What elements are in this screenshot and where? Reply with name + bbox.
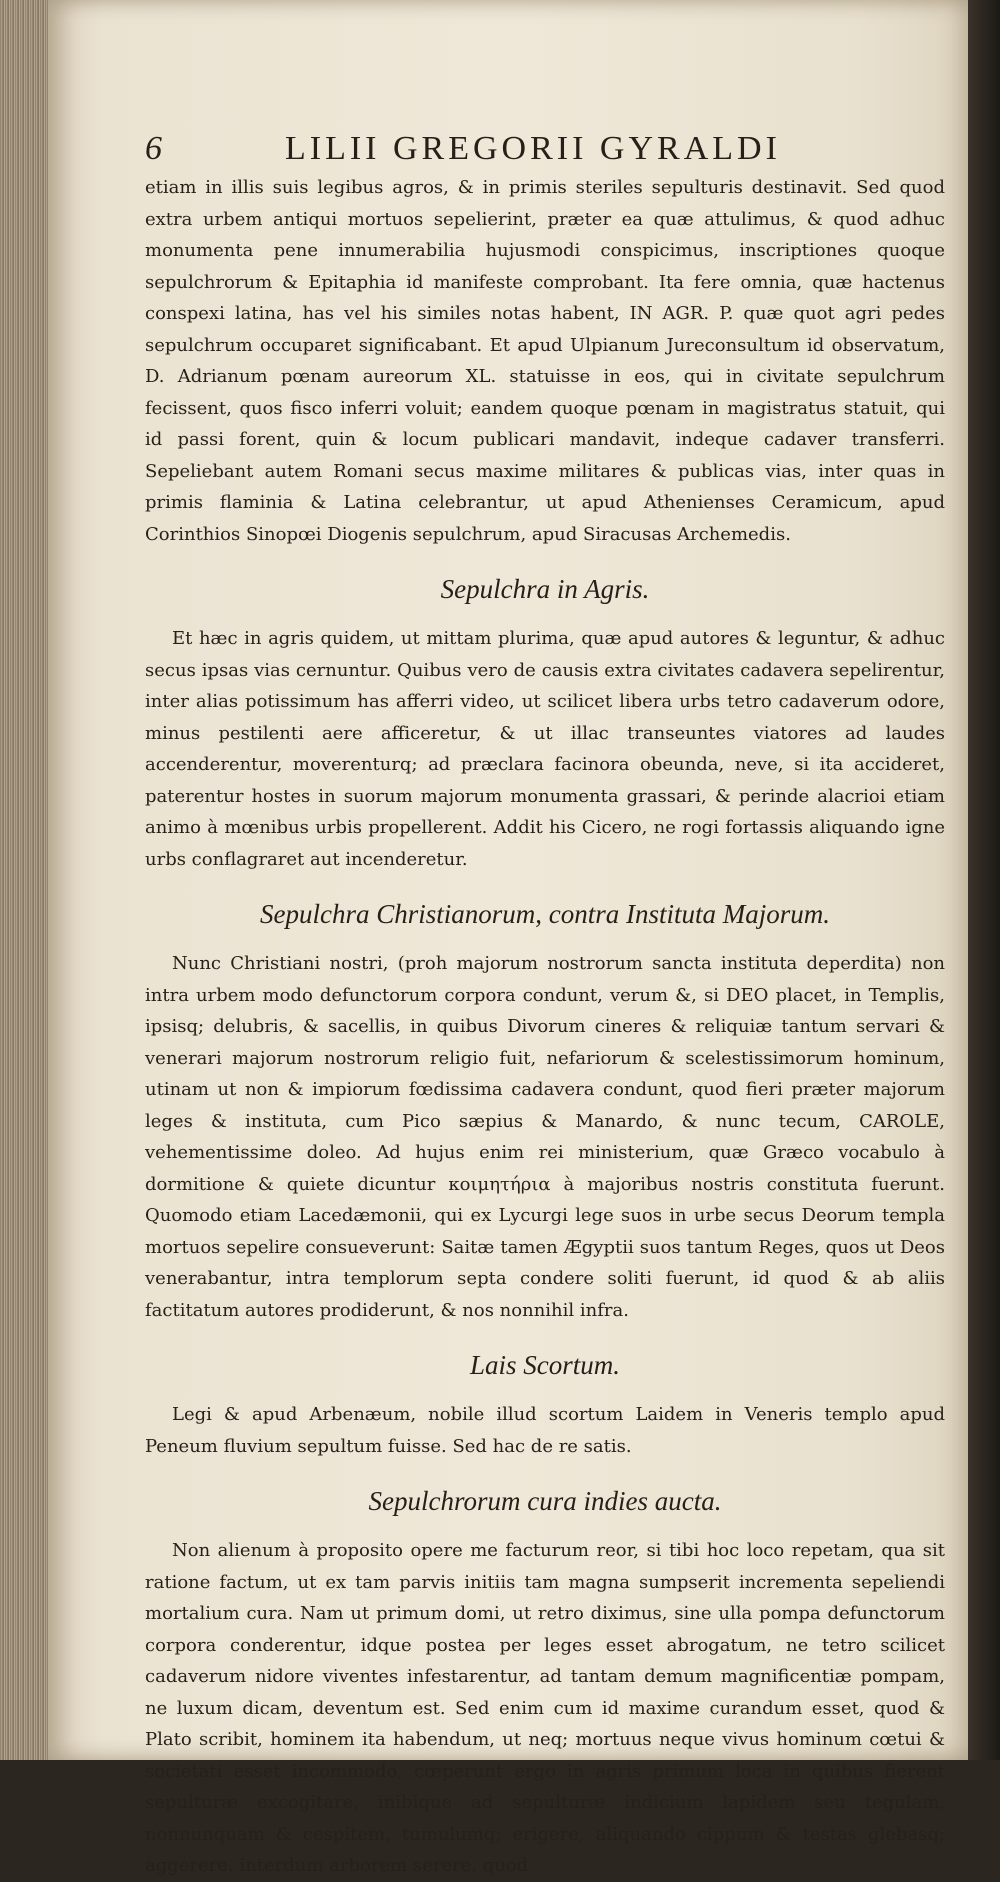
paragraph-intro: etiam in illis suis legibus agros, & in primis steriles sepulturis destinavit. Sed quod extra urbem antiqui mortuos sepelierint, præter ea quæ attulimus, & quod adhuc monumenta pene innumerabilia hujusmodi conspicimus, inscriptiones quoque sepulchrorum & Epitaphia id manifeste comprobant. Ita fere omnia, quæ hactenus conspexi latina, has vel his similes notas habent, IN AGR. P. quæ quot agri pedes sepulchrum occuparet significabant. Et apud Ulpianum Jureconsultum id observatum, D. Adrianum pœnam aureorum XL. statuisse in eos, qui in civitate sepulchrum fecissent, quos fisco inferri voluit; eandem quoque pœnam in magistratus statuit, qui id passi forent, quin & locum publicari mandavit, indeque cadaver transferri. Sepeliebant autem Romani secus maxime militares & publicas vias, inter quas in primis flaminia & Latina celebrantur, ut apud Athenienses Ceramicum, apud Corinthios Sinopœi Diogenis sepulchrum, apud Siracusas Archemedis. [145,177,945,545]
running-title: LILII GREGORII GYRALDI [285,130,781,167]
page-edges [0,0,52,1760]
running-head [145,130,945,168]
section-heading-lais-scortum: Lais Scortum. [469,1350,621,1380]
binding-shadow [968,0,1000,1760]
paragraph-sepulchra-christianorum: Nunc Christiani nostri, (proh majorum nostrorum sancta instituta deperdita) non intra urbem modo defunctorum corpora condunt, verum &, si DEO placet, in Templis, ipsisq; delubris, & sacellis, in quibus Divorum cineres & reliquiæ tantum servari & venerari majorum nostrorum religio fuit, nefariorum & scelestissimorum hominum, utinam ut non & impiorum fœdissima cadavera condunt, quod fieri præter majorum leges & instituta, cum Pico sæpius & Manardo, & nunc tecum, CAROLE, vehementissime doleo. Ad hujus enim rei ministerium, quæ Græco vocabulo à dormitione & quiete dicuntur κοιμητήρια à majoribus nostris constituta fuerunt. Quomodo etiam Lacedæmonii, qui ex Lycurgi lege suos in urbe secus Deorum templa mortuos sepelire consueverunt: Saitæ tamen Ægyptii suos tantum Reges, quos ut Deos venerabantur, intra templorum septa condere soliti fuerunt, id quod & ab aliis factitatum autores prodiderunt, & nos nonnihil infra. [145,953,945,1321]
paragraph-sepulchra-in-agris: Et hæc in agris quidem, ut mittam plurima, quæ apud autores & leguntur, & adhuc secus ipsas vias cernuntur. Quibus vero de causis extra civitates cadavera sepelirentur, inter alias potissimum has afferri video, ut scilicet libera urbs tetro cadaverum odore, minus pestilenti aere afficeretur, & ut illac transeuntes viatores ad laudes accenderentur, moverenturq; ad præclara facinora obeunda, neve, si ita accideret, paterentur hostes in suorum majorum monumenta grassari, & perinde alacrioi etiam animo à mœnibus urbis propellerent. Addit his Cicero, ne rogi fortassis aliquando igne urbs conflagraret aut incenderetur. [145,628,945,870]
page-number: 6 [145,130,162,167]
section-heading-sepulchra-in-agris: Sepulchra in Agris. [440,574,650,604]
section-heading-sepulchra-christianorum: Sepulchra Christianorum, contra Instituta Majorum. [259,899,830,929]
paragraph-lais-scortum: Legi & apud Arbenæum, nobile illud scortum Laidem in Veneris templo apud Peneum fluvium sepultum fuisse. Sed hac de re satis. [145,1404,945,1457]
section-heading-sepulchrorum-cura: Sepulchrorum cura indies aucta. [368,1486,722,1516]
paragraph-sepulchrorum-cura: Non alienum à proposito opere me facturum reor, si tibi hoc loco repetam, qua sit ratione factum, ut ex tam parvis initiis tam magna sumpserit incrementa sepeliendi mortalium cura. Nam ut primum domi, ut retro diximus, sine ulla pompa defunctorum corpora conderentur, idque postea per leges esset abrogatum, ne tetro scilicet cadaverum nidore viventes infestarentur, ad tantam demum magnificentiæ pompam, ne luxum dicam, deventum est. Sed enim cum id maxime curandum esset, quod & Plato scribit, hominem ita habendum, ut neq; mortuus neque vivus hominum cœtui & societati esset incommodo, cœperunt ergo in agris primum loca in quibus fierent sepulturæ excogitare, inibique ad sepulturæ indicium lapidem seu tegulam, nonnunquam & cespitem, tumulumq; erigere, aliquando cippum & testas glebasq; aggerere, interdum arborem serere, quod [145,1540,945,1876]
page-text [145,130,945,1882]
